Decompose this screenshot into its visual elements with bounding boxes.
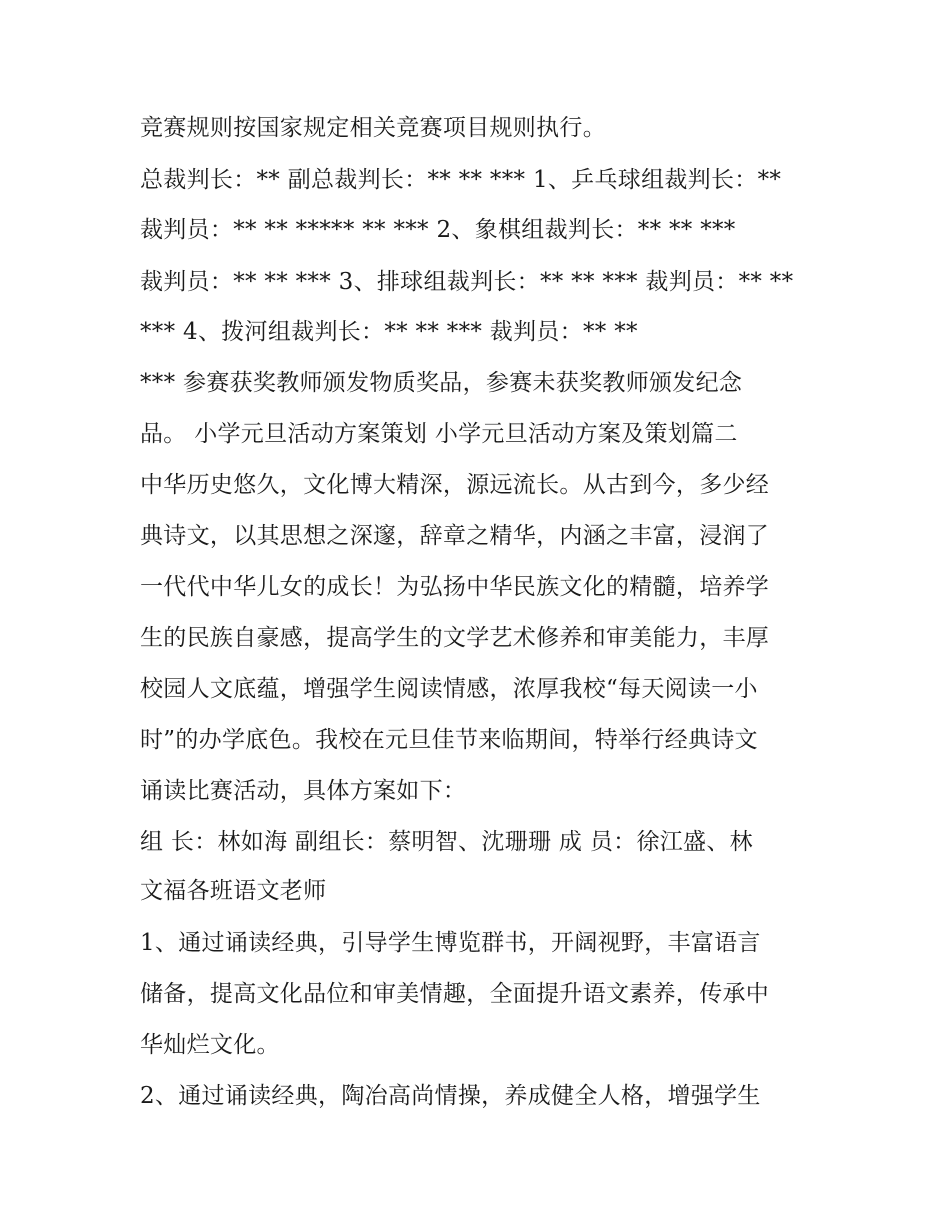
text-line: *** 4、拨河组裁判长：** ** *** 裁判员：** **	[140, 319, 638, 345]
text-line: 生的民族自豪感，提高学生的文学艺术修养和审美能力，丰厚	[140, 625, 770, 651]
text-line: 华灿烂文化。	[140, 1032, 280, 1058]
text-line: 总裁判长：** 副总裁判长：** ** *** 1、乒乓球组裁判长：**	[140, 167, 782, 193]
text-line: 裁判员：** ** ***** ** *** 2、象棋组裁判长：** ** ***	[140, 217, 736, 243]
text-line: *** 参赛获奖教师颁发物质奖品，参赛未获奖教师颁发纪念	[140, 370, 743, 396]
text-line: 典诗文，以其思想之深邃，辞章之精华，内涵之丰富，浸润了	[140, 523, 770, 549]
text-line: 诵读比赛活动，具体方案如下：	[140, 778, 467, 804]
text-line: 中华历史悠久，文化博大精深，源远流长。从古到今，多少经	[140, 472, 770, 498]
text-line: 储备，提高文化品位和审美情趣，全面提升语文素养，传承中	[140, 981, 770, 1007]
text-line: 组 长：林如海 副组长：蔡明智、沈珊珊 成 员：徐江盛、林	[140, 829, 753, 855]
text-line: 裁判员：** ** *** 3、排球组裁判长：** ** *** 裁判员：** **	[140, 269, 794, 295]
text-line: 校园人文底蕴，增强学生阅读情感，浓厚我校“每天阅读一小	[140, 676, 758, 702]
text-line: 品。 小学元旦活动方案策划 小学元旦活动方案及策划篇二	[140, 421, 738, 447]
text-line: 时”的办学底色。我校在元旦佳节来临期间，特举行经典诗文	[140, 727, 758, 753]
text-line: 一代代中华儿女的成长！为弘扬中华民族文化的精髓，培养学	[140, 574, 770, 600]
text-line: 2、通过诵读经典，陶冶高尚情操，养成健全人格，增强学生	[140, 1083, 761, 1109]
text-line: 文福各班语文老师	[140, 878, 327, 904]
text-line: 竞赛规则按国家规定相关竞赛项目规则执行。	[140, 115, 606, 141]
text-line: 1、通过诵读经典，引导学生博览群书，开阔视野，丰富语言	[140, 930, 761, 956]
